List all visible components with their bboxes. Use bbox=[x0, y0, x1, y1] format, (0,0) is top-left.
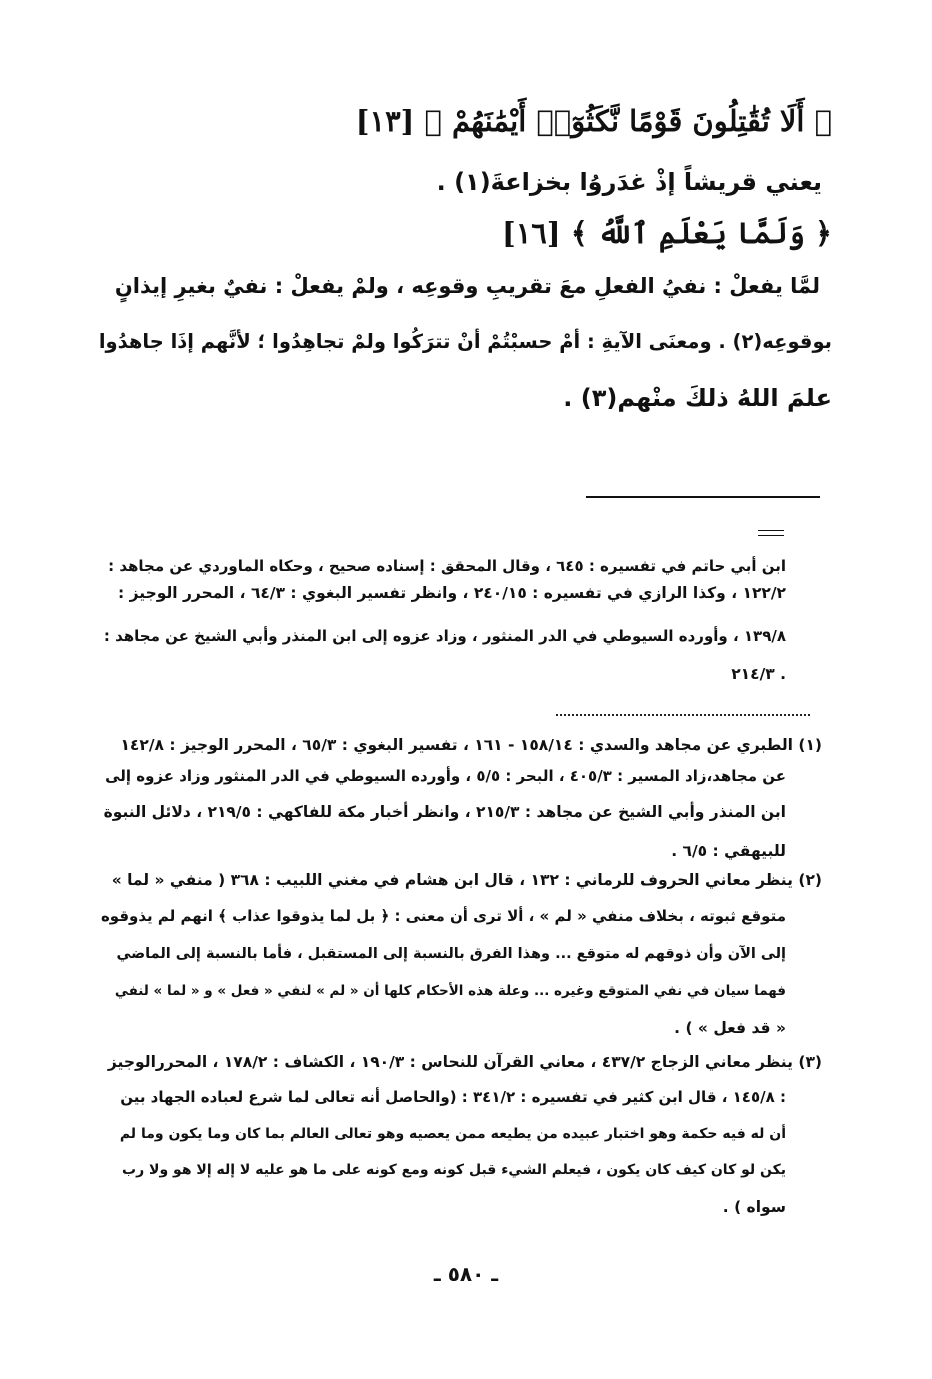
footnote-3-line-5: سواه ) . bbox=[722, 1198, 786, 1216]
footnote-3-line-1: (٣) ينظر معاني الزجاج ٤٣٧/٢ ، معاني القرآن للنحاس : ١٩٠/٣ ، الكشاف : ١٧٨/٢ ، المحررالوجيز bbox=[107, 1053, 822, 1071]
main-line-1: يعني قريشاً إذْ غدَروُا بخزاعةَ(١) . bbox=[436, 168, 822, 196]
footnote-1-line-3: ابن المنذر وأبي الشيخ عن مجاهد : ٢١٥/٣ ، وانظر أخبار مكة للفاكهي : ٢١٩/٥ ، دلائل النبوة bbox=[103, 803, 786, 821]
main-line-3: بوقوعِه(٢) . ومعنَى الآيةِ : أمْ حسبْتُمْ أنْ تترَكُوا ولمْ تجاهِدُوا ؛ لأنَّهم إذَا جاهدُوا bbox=[98, 330, 832, 353]
verse-13: ﴿ أَلَا تُقَٰتِلُونَ قَوْمًا نَّكَثُوٓا۟ أَيْمَٰنَهُمْ ﴾ [١٣] bbox=[355, 104, 832, 138]
double-rule-mark bbox=[758, 530, 784, 536]
footnote-1-line-2: عن مجاهد،زاد المسير : ٤٠٥/٣ ، البحر : ٥/٥ ، وأورده السيوطي في الدر المنثور وزاد عزوه إلى bbox=[105, 767, 786, 785]
page-number: ـ ٥٨٠ ـ bbox=[433, 1262, 499, 1286]
footnote-1-line-4: للبيهقي : ٦/٥ . bbox=[671, 842, 786, 860]
footnote-carry-line-3: ١٣٩/٨ ، وأورده السيوطي في الدر المنثور ، وزاد عزوه إلى ابن المنذر وأبي الشيخ عن مجاهد : bbox=[103, 627, 786, 645]
footnote-2-line-2: متوقع ثبوته ، بخلاف منفي « لم » ، ألا ترى أن معنى : ﴿ بل لما يذوقوا عذاب ﴾ انهم لم يذوقوه bbox=[100, 907, 786, 925]
dotted-separator bbox=[556, 714, 810, 716]
verse-16: ﴿ وَلَمَّا يَعْلَمِ ٱللَّهُ ﴾ [١٦] bbox=[502, 216, 832, 250]
main-line-2: لمَّا يفعلْ : نفيُ الفعلِ معَ تقريبِ وقوعِه ، ولمْ يفعلْ : نفيٌ بغيرِ إيذانٍ bbox=[114, 274, 820, 298]
footnote-carry-line-1: ابن أبي حاتم في تفسيره : ٦٤٥ ، وقال المحقق : إسناده صحيح ، وحكاه الماوردي عن مجاهد : bbox=[108, 557, 786, 575]
footnote-separator bbox=[586, 496, 820, 498]
footnote-3-line-4: يكن لو كان كيف كان يكون ، فيعلم الشيء قبل كونه ومع كونه على ما هو عليه لا إله إلا هو ولا رب bbox=[122, 1162, 786, 1178]
footnote-carry-line-2: ١٢٢/٢ ، وكذا الرازي في تفسيره : ٢٤٠/١٥ ، وانظر تفسير البغوي : ٦٤/٣ ، المحرر الوجيز : bbox=[118, 584, 786, 602]
footnote-3-line-2: : ١٤٥/٨ ، قال ابن كثير في تفسيره : ٣٤١/٢ : (والحاصل أنه تعالى لما شرع لعباده الجهاد بين bbox=[120, 1088, 786, 1106]
main-line-4: علمَ اللهُ ذلكَ منْهم(٣) . bbox=[563, 384, 832, 412]
footnote-2-line-1: (٢) ينظر معاني الحروف للرماني : ١٣٢ ، قال ابن هشام في مغني اللبيب : ٣٦٨ ( منفي « لما » bbox=[111, 871, 822, 889]
footnote-2-line-4: فهما سيان في نفي المتوقع وغيره ... وعلة هذه الأحكام كلها أن « لم » لنفي « فعل » و « لما » لنفي bbox=[114, 983, 786, 999]
footnote-carry-line-4: ٢١٤/٣ . bbox=[731, 665, 786, 683]
footnote-2-line-5: « قد فعل » ) . bbox=[674, 1019, 786, 1037]
footnote-1-line-1: (١) الطبري عن مجاهد والسدي : ١٥٨/١٤ - ١٦١ ، تفسير البغوي : ٦٥/٣ ، المحرر الوجيز : ١٤٢/٨ bbox=[120, 736, 822, 754]
footnote-3-line-3: أن له فيه حكمة وهو اختبار عبيده من يطيعه ممن يعصيه وهو تعالى العالم بما كان وما يكون وما لم bbox=[119, 1126, 786, 1142]
footnote-2-line-3: إلى الآن وأن ذوقهم له متوقع ... وهذا الفرق بالنسبة إلى المستقبل ، فأما بالنسبة إلى الماضي bbox=[116, 946, 786, 962]
